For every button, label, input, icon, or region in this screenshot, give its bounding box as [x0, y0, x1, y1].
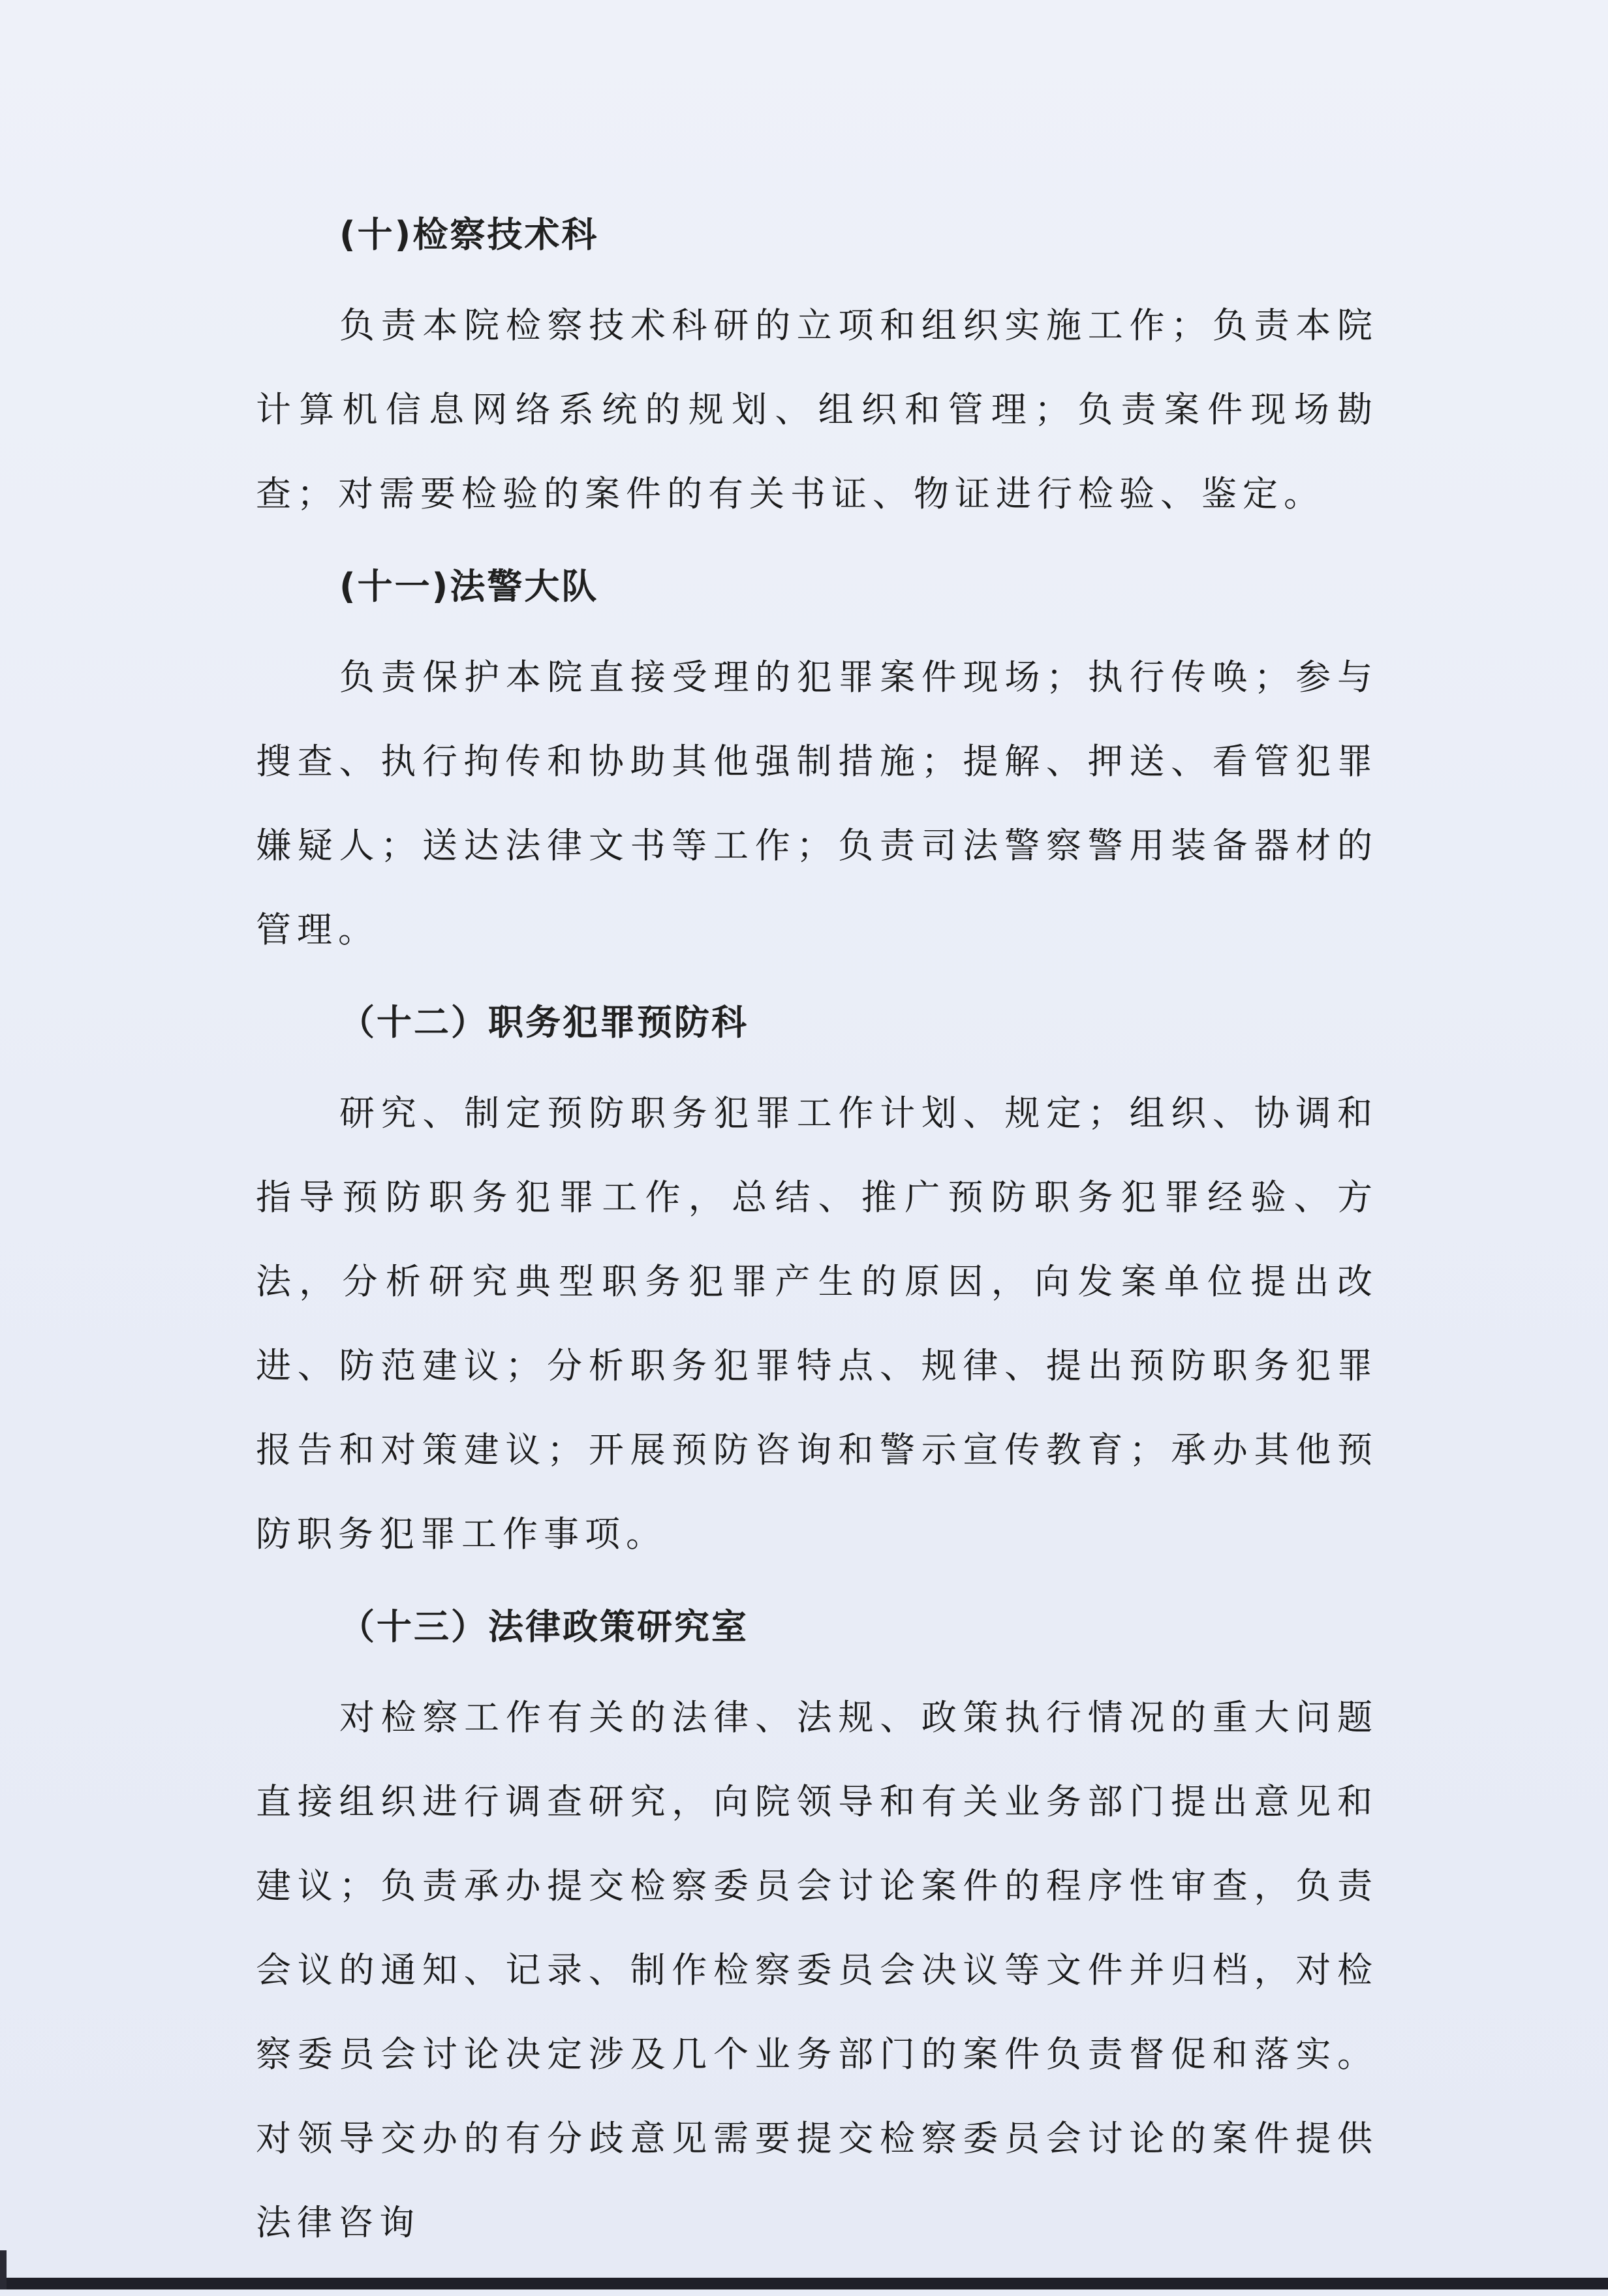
scan-border-left: [0, 2250, 7, 2289]
section-body-13: 对检察工作有关的法律、法规、政策执行情况的重大问题直接组织进行调查研究，向院领导和有关业务部门提出意见和建议；负责承办提交检察委员会讨论案件的程序性审查，负责会议的通知、记录、制作检察委员会决议等文件并归档，对检察委员会讨论决定涉及几个业务部门的案件负责督促和落实。对领导交办的有分歧意见需要提交检察委员会讨论的案件提供法律咨询: [256, 1697, 1378, 2243]
section-heading-12: （十二）职务犯罪预防科: [339, 1002, 749, 1043]
section-heading-13: （十三）法律政策研究室: [339, 1606, 749, 1647]
section-heading-11: (十一)法警大队: [339, 566, 599, 607]
scan-border-bottom: [0, 2278, 1608, 2289]
document-body: [256, 215, 1378, 2296]
section-body-12: 研究、制定预防职务犯罪工作计划、规定；组织、协调和指导预防职务犯罪工作，总结、推广预防职务犯罪经验、方法，分析研究典型职务犯罪产生的原因，向发案单位提出改进、防范建议；分析职务犯罪特点、规律、提出预防职务犯罪报告和对策建议；开展预防咨询和警示宣传教育；承办其他预防职务犯罪工作事项。: [256, 1093, 1378, 1555]
section-body-11: 负责保护本院直接受理的犯罪案件现场；执行传唤；参与搜查、执行拘传和协助其他强制措施；提解、押送、看管犯罪嫌疑人；送达法律文书等工作；负责司法警察警用装备器材的管理。: [256, 657, 1378, 950]
section-heading-10: (十)检察技术科: [339, 214, 599, 255]
section-body-10: 负责本院检察技术科研的立项和组织实施工作；负责本院计算机信息网络系统的规划、组织和管理；负责案件现场勘查；对需要检验的案件的有关书证、物证进行检验、鉴定。: [256, 305, 1378, 514]
